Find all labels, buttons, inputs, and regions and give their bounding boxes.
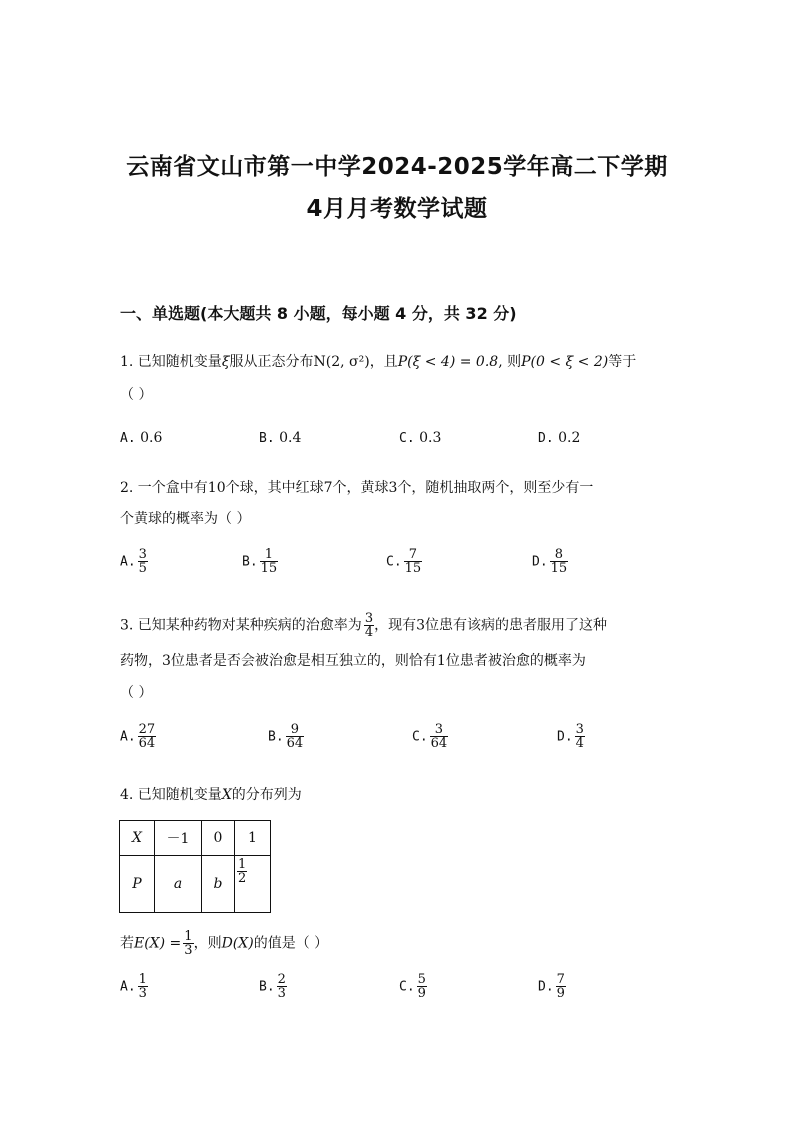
q1-text-1: 1. 已知随机变量 [120,354,222,370]
denominator: 4 [364,625,374,640]
q4-option-a[interactable] [120,973,148,1000]
fraction [575,723,585,750]
exam-title-line-1: 云南省文山市第一中学2024-2025学年高二下学期 [126,154,668,180]
q1-option-c[interactable] [399,430,441,446]
q1-variable: ξ [221,354,230,370]
denominator: 9 [556,986,565,1001]
option-label: B. [242,554,258,570]
denominator: 4 [575,736,584,751]
q1-condition: P(ξ < 4) = 0.8 [397,354,499,370]
q4-stem [120,784,302,804]
fraction [237,858,247,885]
option-label: A. [120,554,136,570]
numerator: 3 [364,611,374,626]
q4-variable: X [221,787,232,803]
table-row [120,821,271,856]
q1-option-a[interactable] [120,430,162,446]
q2-option-c[interactable] [386,548,422,575]
numerator: 3 [430,723,449,737]
q1-text-4: , 则 [498,354,522,370]
option-label: B. [268,729,284,745]
denominator: 3 [184,943,193,958]
numerator: 27 [138,722,156,737]
q2-stem-line-2: 个黄球的概率为（ ） [120,511,251,527]
option-label: B. [259,431,275,446]
q3-answer-blank: （ ） [120,685,153,701]
fraction [183,930,193,957]
q4-option-d[interactable] [538,973,566,1000]
option-value: 0.3 [419,430,442,446]
numerator: 3 [138,547,147,562]
q1-text-5: 等于 [608,354,637,370]
numerator: 2 [277,972,286,987]
q4-condition [120,930,328,957]
table-cell: a [155,856,202,913]
q4-text-2: 的分布列为 [231,787,302,803]
fraction [138,548,148,575]
numerator: 5 [417,972,426,987]
exam-title-line-2: 4月月考数学试题 [306,196,488,222]
fraction [430,723,449,750]
q2-stem-line-1: 2. 一个盒中有10个球，其中红球7个，黄球3个，随机抽取两个，则至少有一 [120,480,594,496]
fraction [286,723,305,750]
question-1-stem [120,351,636,371]
q4-expectation: E(X) = [134,935,182,952]
q3-text-1: 3. 已知某种药物对某种疾病的治愈率为 [120,617,362,634]
numerator: 1 [184,929,193,944]
table-cell: P [120,856,155,913]
table-cell: －1 [155,821,202,856]
q4-text-5: 的值是（ ） [253,935,329,952]
numerator: 7 [404,548,423,562]
table-row [120,856,271,913]
numerator: 8 [550,548,569,562]
numerator: 1 [238,857,247,872]
option-label: D. [538,431,554,446]
q1-option-d[interactable] [538,430,580,446]
q2-option-d[interactable] [532,548,568,575]
section-heading: 一、单选题(本大题共 8 小题，每小题 4 分，共 32 分) [120,304,517,323]
option-label: D. [532,554,548,570]
option-value: 0.2 [558,430,581,446]
numerator: 1 [138,972,147,987]
option-label: D. [538,979,554,995]
table-cell: b [202,856,235,913]
denominator: 64 [138,736,156,751]
denominator: 2 [238,871,247,886]
q1-option-b[interactable] [259,430,301,446]
table-cell: X [120,821,155,856]
table-cell: 0 [202,821,235,856]
denominator: 15 [550,561,568,576]
option-value: 0.4 [279,430,302,446]
numerator: 9 [286,723,305,737]
denominator: 15 [404,561,422,576]
q4-option-c[interactable] [399,973,427,1000]
q3-text-2: ，现有3位患有该病的患者服用了这种 [374,617,607,634]
fraction [417,973,427,1000]
q1-query: P(0 < ξ < 2) [521,354,609,370]
q4-text-3: 若 [120,935,134,952]
option-label: B. [259,979,275,995]
option-label: C. [399,431,415,446]
q1-text-2: 服从正态分布 [229,354,314,370]
numerator: 3 [575,722,584,737]
option-label: D. [557,729,573,745]
table-cell: 1 [235,821,271,856]
fraction [138,723,157,750]
cure-rate-fraction [364,612,374,639]
q2-option-a[interactable] [120,548,148,575]
denominator: 3 [277,986,286,1001]
q1-text-3: ，且 [369,354,398,370]
distribution-table [119,820,271,913]
fraction [138,973,148,1000]
fraction [550,548,569,575]
denominator: 3 [138,986,147,1001]
denominator: 5 [138,561,147,576]
fraction [277,973,287,1000]
q4-text-1: 4. 已知随机变量 [120,787,222,803]
denominator: 64 [430,736,448,751]
option-label: C. [412,729,428,745]
denominator: 9 [417,986,426,1001]
q4-text-4: ，则 [193,935,222,952]
denominator: 15 [260,561,278,576]
q3-option-a[interactable] [120,723,156,750]
q4-variance: D(X) [221,935,254,952]
q1-distribution: N(2, σ²) [313,354,370,370]
denominator: 64 [286,736,304,751]
fraction [260,548,279,575]
q4-option-b[interactable] [259,973,287,1000]
numerator: 1 [260,548,279,562]
option-label: A. [120,729,136,745]
table-cell [235,856,271,913]
option-label: C. [399,979,415,995]
q3-option-b[interactable] [268,723,304,750]
fraction [404,548,423,575]
q2-option-b[interactable] [242,548,278,575]
numerator: 7 [556,972,565,987]
q1-answer-blank: （ ） [120,387,153,403]
fraction [556,973,566,1000]
option-label: A. [120,431,136,446]
q3-option-c[interactable] [412,723,448,750]
option-label: C. [386,554,402,570]
q3-option-d[interactable] [557,723,585,750]
q3-stem-line-2: 药物，3位患者是否会被治愈是相互独立的，则恰有1位患者被治愈的概率为 [120,653,586,669]
option-value: 0.6 [140,430,163,446]
option-label: A. [120,979,136,995]
q3-stem-line-1 [120,612,607,639]
